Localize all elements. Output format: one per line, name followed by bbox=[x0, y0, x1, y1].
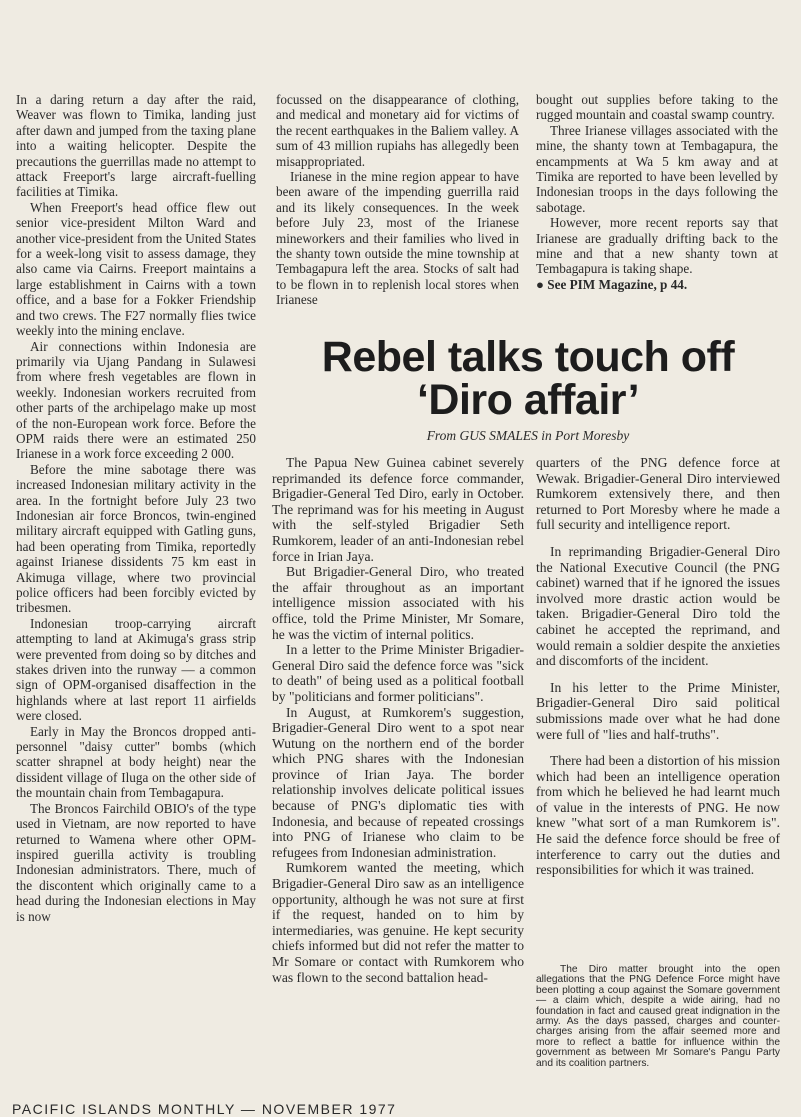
headline-line: ‘Diro affair’ bbox=[416, 376, 640, 424]
article-column-3 bbox=[536, 92, 778, 292]
paragraph: Air connections within Indonesia are primarily via Ujang Pandang in Sulawesi from where fresh vegetables are flown in weekly. Indonesian workers recruited from other parts of the archipelago make up most of the non-European work force. Before the OPM raids there were an estimated 250 Irianese in a work force exceeding 2 000. bbox=[16, 338, 256, 462]
paragraph: Three Irianese villages associated with the mine, the shanty town at Tembagapura, the encampments at Wa 5 km away and at Timika are reported to have been levelled by Indonesian troops in the days following the sabotage. bbox=[536, 122, 778, 215]
diro-article-column-2 bbox=[536, 455, 780, 889]
paragraph: In a daring return a day after the raid, Weaver was flown to Timika, landing just after dawn and jumped from the taxing plane into a waiting helicopter. Despite the precautions the guerrillas made no attempt to attack Freeport's large aircraft-fuelling facilities at Timika. bbox=[16, 92, 256, 200]
paragraph: Irianese in the mine region appear to have been aware of the impending guerrilla raid and its likely consequences. In the week before July 23, most of the Irianese mineworkers and their families who lived in the shanty town outside the mine township at Tembagapura left the area. Stocks of salt had to be flown in to replenish local stores when Irianese bbox=[276, 169, 519, 308]
caption-text: The Diro matter brought into the open allegations that the PNG Defence Force might have been plotting a coup against the Somare government — a claim which, despite a wide airing, had no foundation in fact and caused great indignation in the army. As the days passed, charges and counter-charges arising from the affair seemed more and more to reflect a battle for influence within the government as between Mr Somare's Pangu Party and its coalition partners. bbox=[536, 964, 780, 1069]
pull-quote-caption bbox=[536, 965, 780, 1069]
page-footer: PACIFIC ISLANDS MONTHLY — NOVEMBER 1977 bbox=[12, 1101, 397, 1117]
headline-line: Rebel talks touch off bbox=[321, 333, 735, 381]
see-also-reference: ● See PIM Magazine, p 44. bbox=[536, 276, 688, 292]
paragraph: Indonesian troop-carrying aircraft attempting to land at Akimuga's grass strip were prevented from doing so by ditches and stakes driven into the runway — a common sign of OPM-organised disaffection in the highlands where at last report 11 airfields were closed. bbox=[16, 615, 256, 724]
article-column-2 bbox=[276, 92, 519, 308]
paragraph: However, more recent reports say that Irianese are gradually drifting back to the mine and that a new shanty town at Tembagapura is taking shape. bbox=[536, 215, 778, 277]
headline bbox=[278, 333, 778, 424]
paragraph: In his letter to the Prime Minister, Brigadier-General Diro said political submissions made over what he had done were full of "lies and half-truths". bbox=[536, 679, 780, 742]
article-column-1 bbox=[16, 92, 256, 924]
paragraph: Early in May the Broncos dropped anti-personnel "daisy cutter" bombs (which scatter shrapnel at body height) near the dissident village of Iluga on the other side of the mountain chain from Tembagapura. bbox=[16, 723, 256, 801]
paragraph: quarters of the PNG defence force at Wewak. Brigadier-General Diro interviewed Rumkorem extensively there, and then returned to Port Moresby where he made a full security and intelligence report. bbox=[536, 455, 780, 533]
paragraph: In August, at Rumkorem's suggestion, Brigadier-General Diro went to a spot near Wutung on the northern end of the border which PNG shares with the Indonesian province of Irian Jaya. The border relationship involves delicate political issues because of PNG's diplomatic ties with Indonesia, and because of repeated crossings into PNG of Irianese who claim to be refugees from Indonesian administration. bbox=[272, 704, 524, 860]
byline: From GUS SMALES in Port Moresby bbox=[426, 428, 630, 443]
paragraph: But Brigadier-General Diro, who treated the affair throughout as an important intelligence mission associated with his office, told the Prime Minister, Mr Somare, he was the victim of internal politics. bbox=[272, 564, 524, 642]
paragraph: In a letter to the Prime Minister Brigadier-General Diro said the defence force was "sick to death" of being used as a political football by "politicians and former politicians". bbox=[272, 642, 524, 704]
diro-article-column-1 bbox=[272, 455, 524, 985]
paragraph: Rumkorem wanted the meeting, which Brigadier-General Diro saw as an intelligence opportunity, although he was not sure at first if the request, handed on to him by intermediaries, was genuine. He kept security chiefs informed but did not refer the matter to Mr Somare or contact with Rumkorem who was flown to the second battalion head- bbox=[272, 860, 524, 985]
paragraph: When Freeport's head office flew out senior vice-president Milton Ward and another vice-president from the United States for a week-long visit to assess damage, they also came via Cairns. Freeport maintains a large establishment in Cairns with a town office, and a base for a Fokker Friendship and two crews. The F27 normally flies twice weekly into the mining enclave. bbox=[16, 199, 256, 339]
paragraph: bought out supplies before taking to the rugged mountain and coastal swamp country. bbox=[536, 92, 778, 123]
paragraph: focussed on the disappearance of clothing, and medical and monetary aid for victims of the recent earthquakes in the Baliem valley. A sum of 43 million rupiahs has allegedly been misappropriated. bbox=[276, 92, 519, 169]
paragraph: The Broncos Fairchild OBIO's of the type used in Vietnam, are now reported to have returned to Wamena where other OPM-inspired guerilla activity is troubling Indonesian administrators. There, much of the discontent which originally came to a head during the Indonesian elections in May is now bbox=[16, 800, 256, 924]
paragraph: In reprimanding Brigadier-General Diro the National Executive Council (the PNG cabinet) warned that if he ignored the issues involved more drastic action would be taken. Brigadier-General Diro told the cabinet he accepted the reprimand, and would remain a soldier despite the anxieties and discomforts of the incident. bbox=[536, 543, 780, 669]
paragraph: There had been a distortion of his mission which had been an intelligence operation from which he believed he had learnt much of value in the interests of PNG. He now knew "what sort of a man Rumkorem is". He said the defence force should be free of interference to carry out the duties and responsibilities for which it was trained. bbox=[536, 753, 780, 878]
paragraph: The Papua New Guinea cabinet severely reprimanded its defence force commander, Brigadier-General Ted Diro, early in October. The reprimand was for his meeting in August with the self-styled Brigadier Seth Rumkorem, leader of an anti-Indonesian rebel force in Irian Jaya. bbox=[272, 455, 524, 564]
paragraph: Before the mine sabotage there was increased Indonesian military activity in the area. In the fortnight before July 23 two Indonesian air force Broncos, twin-engined military aircraft equipped with Gatling guns, had been operating from Timika, reportedly against Irianese dissidents 75 km east in Akimuga village, where two provincial police officers had been forcibly evicted by tribesmen. bbox=[16, 461, 256, 616]
